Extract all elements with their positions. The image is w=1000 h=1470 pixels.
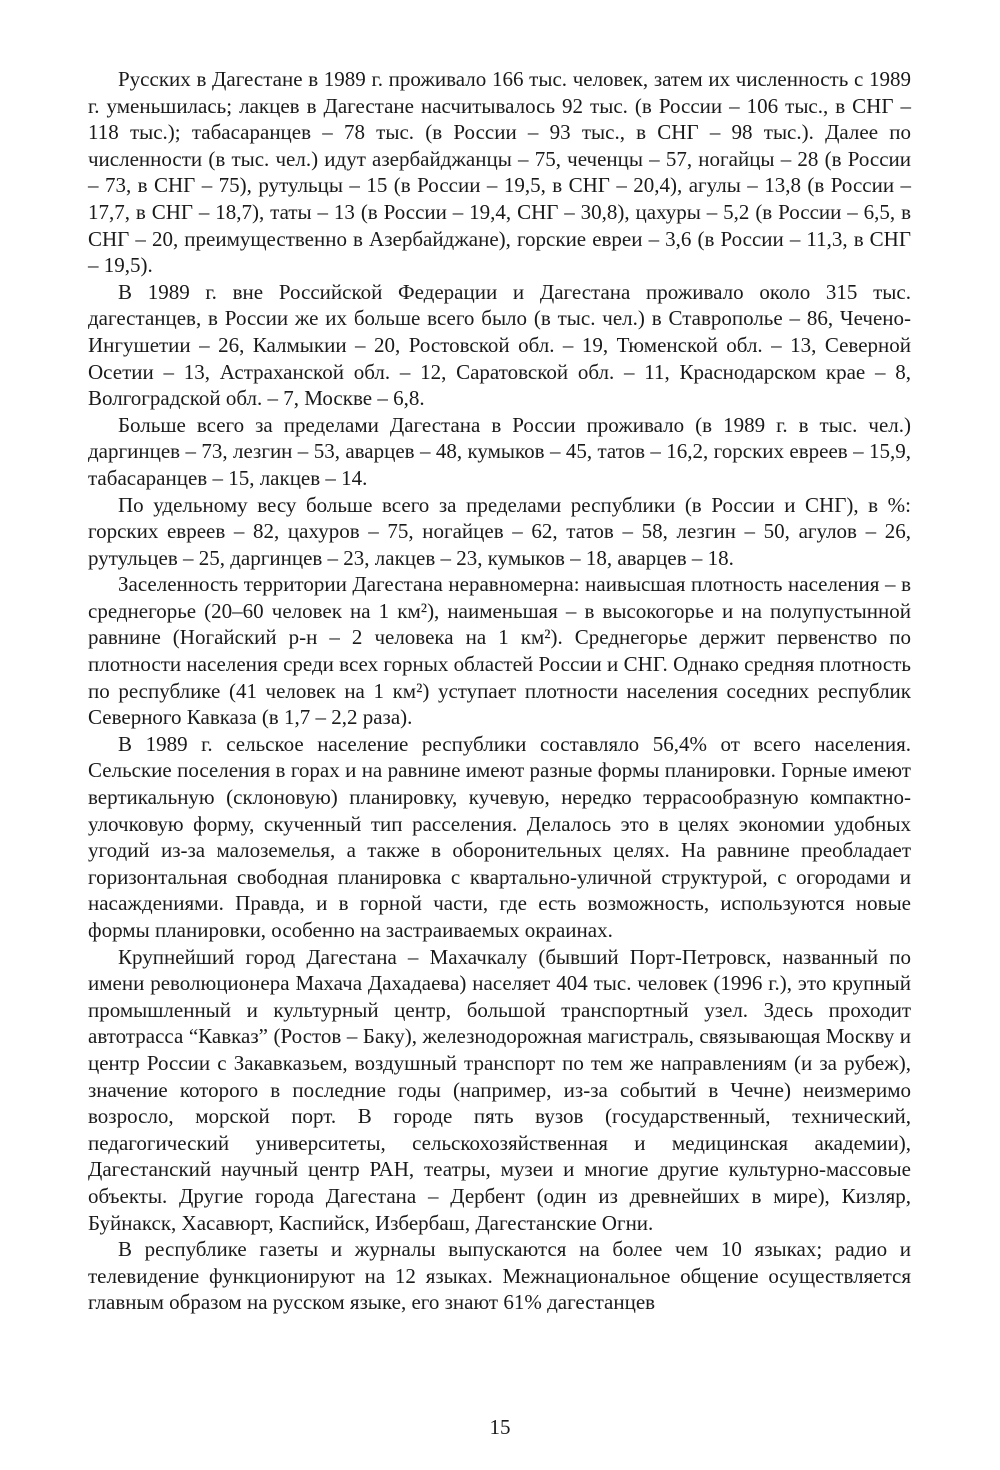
paragraph-outside-dagestan: В 1989 г. вне Российской Федерации и Дагестана проживало около 315 тыс. дагестанцев, в России же их больше всего было (в тыс. чел.) в Ставрополье – 86, Чечено-Ингушетии – 26, Калмыкии – 20, Ростовской обл. – 19, Тюменской обл. – 13, Северной Осетии – 13, Астраханской обл. – 12, Саратовской обл. – 11, Краснодарском крае – 8, Волгоградской обл. – 7, Москве – 6,8. <box>88 279 911 411</box>
paragraph-share-outside: По удельному весу больше всего за пределами республики (в России и СНГ), в %: горских евреев – 82, цахуров – 75, ногайцев – 62, татов – 58, лезгин – 50, агулов – 26, рутульцев – 25, даргинцев – 23, лакцев – 23, кумыков – 18, аварцев – 18. <box>88 492 911 570</box>
paragraph-languages: В республике газеты и журналы выпускаются на более чем 10 языках; радио и телевидение функционируют на 12 языках. Межнациональное общение осуществляется главным образом на русском языке, его знают 61% дагестанцев <box>88 1237 911 1315</box>
paragraph-makhachkala: Крупнейший город Дагестана – Махачкалу (бывший Порт-Петровск, названный по имени революционера Махача Дахадаева) населяет 404 тыс. человек (1996 г.), это крупный промышленный и культурный центр, большой транспортный узел. Здесь проходит автотрасса “Кавказ” (Ростов – Баку), железнодорожная магистраль, связывающая Москву и центр России с Закавказьем, воздушный транспорт по тем же направлениям (и за рубеж), значение которого в последние годы (например, из-за событий в Чечне) неизмеримо возросло, морской порт. В городе пять вузов (государственный, технический, педагогический университеты, сельскохозяйственная и медицинская академии), Дагестанский научный центр РАН, театры, музеи и многие другие культурно-массовые объекты. Другие города Дагестана – Дербент (один из древнейших в мире), Кизляр, Буйнакск, Хасавюрт, Каспийск, Избербаш, Дагестанские Огни. <box>88 944 911 1235</box>
body-text <box>88 66 911 1316</box>
paragraph-rural-settlements: В 1989 г. сельское население республики составляло 56,4% от всего населения. Сельские поселения в горах и на равнине имеют разные формы планировки. Горные имеют вертикальную (склоновую) планировку, кучевую, нередко террасообразную компактно-улочковую форму, скученный тип расселения. Делалось это в целях экономии удобных угодий из-за малоземелья, а также в оборонительных целях. На равнине преобладает горизонтальная свободная планировка с квартально-уличной структурой, с огородами и насаждениями. Правда, и в горной части, где есть возможность, используются новые формы планировки, особенно на застраиваемых окраинах. <box>88 731 911 942</box>
page-number: 15 <box>489 1415 511 1439</box>
paragraph-density: Заселенность территории Дагестана неравномерна: наивысшая плотность населения – в среднегорье (20–60 человек на 1 км²), наименьшая – в высокогорье и на полупустынной равнине (Ногайский р-н – 2 человека на 1 км²). Среднегорье держит первенство по плотности населения среди всех горных областей России и СНГ. Однако средняя плотность по республике (41 человек на 1 км²) уступает плотности населения соседних республик Северного Кавказа (в 1,7 – 2,2 раза). <box>88 572 911 730</box>
paragraph-russians-population: Русских в Дагестане в 1989 г. проживало 166 тыс. человек, затем их численность с 1989 г. уменьшилась; лакцев в Дагестане насчитывалось 92 тыс. (в России – 106 тыс., в СНГ – 118 тыс.); табасаранцев – 78 тыс. (в России – 93 тыс., в СНГ – 98 тыс.). Далее по численности (в тыс. чел.) идут азербайджанцы – 75, чеченцы – 57, ногайцы – 28 (в России – 73, в СНГ – 75), рутульцы – 15 (в России – 19,5, в СНГ – 20,4), агулы – 13,8 (в России – 17,7, в СНГ – 18,7), таты – 13 (в России – 19,4, СНГ – 30,8), цахуры – 5,2 (в России – 6,5, в СНГ – 20, преимущественно в Азербайджане), горские евреи – 3,6 (в России – 11,3, в СНГ – 19,5). <box>88 67 911 278</box>
paragraph-outside-by-nation: Больше всего за пределами Дагестана в России проживало (в 1989 г. в тыс. чел.) даргинцев – 73, лезгин – 53, аварцев – 48, кумыков – 45, татов – 16,2, горских евреев – 15,9, табасаранцев – 15, лакцев – 14. <box>88 412 911 490</box>
